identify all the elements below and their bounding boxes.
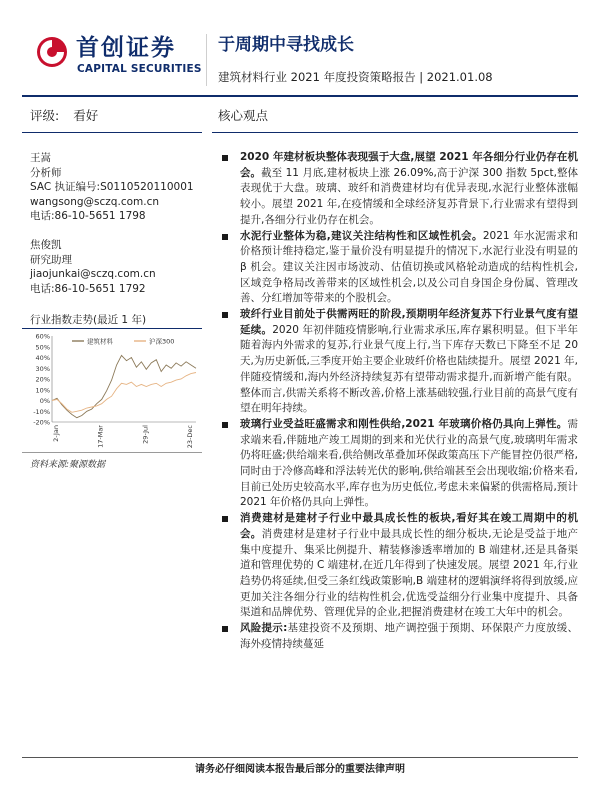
y-tick-label: 60% bbox=[35, 332, 50, 341]
key-point bbox=[218, 307, 578, 417]
analyst-role: 分析师 bbox=[30, 166, 62, 179]
key-point-body: 基建投资不及预期、地产调控强于预期、环保限产力度放缓、海外疫情持续蔓延 bbox=[240, 622, 579, 650]
y-tick-label: -20% bbox=[33, 418, 50, 427]
key-points-list bbox=[218, 150, 578, 653]
legend-label: 沪深300 bbox=[149, 337, 175, 346]
analyst-name: 焦俊凯 bbox=[30, 239, 62, 251]
key-point-lead: 水泥行业整体为稳,建议关注结构性和区域性机会。 bbox=[240, 229, 483, 242]
key-point-body: 2020 年初伴随疫情影响,行业需求承压,库存累积明显。但下半年随着海内外需求的复苏,行业景气度上行,当下库存天数已下降至不足 20 天,为历史新低,三季度开始主要企业玻纤价格也陆续提升。展望 2021 年,伴随疫情缓和,海内外经济持续复苏有望带动需求提升,而新增产能有限。整体而言,供需关系将不断改善,价格上涨基础较强,行业目前的高景气度有望在明年持续。 bbox=[240, 323, 579, 415]
y-tick-label: 10% bbox=[35, 386, 50, 395]
logo-chinese-name: 首创证券 bbox=[76, 35, 176, 61]
x-tick-label: 29-Jul bbox=[141, 425, 150, 444]
rating bbox=[30, 108, 98, 124]
key-point-body: 截至 11 月底,建材板块上涨 26.09%,高于沪深 300 指数 5pct,整体表现优于大盘。玻璃、玻纤和消费建材均有优异表现,水泥行业整体涨幅较小。展望 2021 年,在疫情缓和全球经济复苏背景下,行业需求有望得到提升,各细分行业仍存在机会。 bbox=[240, 166, 578, 226]
bullet-square-icon bbox=[222, 516, 228, 522]
section-title: 核心观点 bbox=[218, 108, 269, 123]
x-tick-label: 17-Mar bbox=[96, 425, 105, 448]
logo-english-name: CAPITAL SECURITIES bbox=[77, 63, 202, 75]
y-tick-label: 50% bbox=[35, 343, 50, 352]
series-line bbox=[52, 355, 196, 417]
header-vertical-divider bbox=[206, 34, 207, 86]
x-tick-label: 2-Jan bbox=[52, 425, 60, 442]
x-tick-label: 23-Dec bbox=[186, 425, 194, 448]
key-point bbox=[218, 511, 578, 621]
key-point bbox=[218, 417, 578, 511]
y-tick-label: -10% bbox=[33, 407, 50, 416]
y-tick-label: 30% bbox=[35, 364, 50, 373]
capital-securities-logo-icon bbox=[36, 36, 68, 68]
analyst-email: jiaojunkai@sczq.com.cn bbox=[30, 268, 156, 280]
key-point-lead: 玻璃行业受益旺盛需求和刚性供给,2021 年玻璃价格仍具向上弹性。 bbox=[240, 417, 568, 430]
analyst-email: wangsong@sczq.com.cn bbox=[30, 195, 160, 208]
chart-top-rule bbox=[22, 328, 202, 329]
legal-disclaimer-footer: 请务必仔细阅读本报告最后部分的重要法律声明 bbox=[195, 764, 405, 775]
analyst-block bbox=[30, 238, 156, 296]
industry-index-chart bbox=[26, 332, 202, 448]
y-tick-label: 20% bbox=[35, 375, 50, 384]
right-column-rule bbox=[212, 132, 578, 133]
chart-bottom-rule bbox=[22, 452, 202, 453]
legend-label: 建筑材料 bbox=[87, 337, 113, 346]
analyst-phone: 电话:86-10-5651 1792 bbox=[30, 282, 146, 295]
left-column-rule bbox=[22, 132, 202, 133]
analyst-block bbox=[30, 151, 194, 224]
key-point-body: 需求端来看,伴随地产竣工周期的到来和光伏行业的高景气度,玻璃明年需求仍将旺盛;供给端来看,供给侧改革叠加环保政策高压下产能冒控仍很严格,同时由于冷修高峰和浮法转光伏的影响,供给端甚至会出现收缩;价格来看,目前已处历史较高水平,库存也为历史低位,考虑未来偏紧的供需格局,预计 2021 年价格仍具向上弹性。 bbox=[240, 417, 578, 509]
chart-title: 行业指数走势(最近 1 年) bbox=[30, 314, 147, 326]
analyst-phone: 电话:86-10-5651 1798 bbox=[30, 210, 146, 222]
bullet-square-icon bbox=[222, 626, 228, 632]
key-point-lead: 2020 年建材板块整体表现强于大盘,展望 2021 年各细分行业仍存在机会。 bbox=[240, 151, 578, 179]
analyst-sac-number: SAC 执证编号:S0110520110001 bbox=[30, 181, 194, 193]
bullet-square-icon bbox=[222, 234, 228, 240]
report-subtitle: 建筑材料行业 2021 年度投资策略报告 | 2021.01.08 bbox=[218, 70, 493, 84]
key-point bbox=[218, 150, 578, 229]
report-title: 于周期中寻找成长 bbox=[218, 35, 354, 55]
series-line bbox=[52, 373, 196, 413]
key-point-body: 消费建材是建材子行业中最具成长性的细分板块,无论是受益于地产集中度提升、集采比例提升、精装修渗透率增加的 B 端建材,还是具备渠道和管理优势的 C 端建材,在近几年得到了快速发展。展望 2021 年,行业趋势仍将延续,但受三条红线政策影响,B 端建材的逻辑演绎将得到放缓,应更加关注各细分行业的结构性机会,优选受益细分行业集中度提升、具备渠道和品牌优势、管理优异的企业,把握消费建材在竣工大年中的机会。 bbox=[240, 527, 578, 619]
key-point-lead: 玻纤行业目前处于供需两旺的阶段,预期明年经济复苏下行业景气度有望延续。 bbox=[240, 308, 578, 336]
chart-source: 资料来源:聚源数据 bbox=[30, 460, 106, 470]
key-point bbox=[218, 621, 578, 652]
key-point bbox=[218, 229, 578, 308]
y-tick-label: 40% bbox=[35, 354, 50, 362]
analyst-role: 研究助理 bbox=[30, 253, 72, 266]
bullet-square-icon bbox=[222, 422, 228, 428]
key-point-lead: 风险提示: bbox=[240, 622, 288, 635]
rating-value: 看好 bbox=[73, 108, 99, 123]
key-point-lead: 消费建材是建材子行业中最具成长性的板块,看好其在竣工周期中的机会。 bbox=[240, 512, 578, 540]
analyst-name: 王嵩 bbox=[30, 152, 51, 164]
y-tick-label: 0% bbox=[39, 397, 50, 405]
bullet-square-icon bbox=[222, 312, 228, 318]
key-point-body: 2021 年水泥需求和价格预计维持稳定,鉴于量价没有明显提升的情况下,水泥行业没有明显的 β 机会。建议关注因市场波动、估值切换或风格轮动造成的结构性机会,区域竞争格局改善带来的区域性机会,以及公司自身国企身份属、管理改善、分红增加等带来的个股机会。 bbox=[240, 229, 578, 305]
rating-label: 评级: bbox=[30, 108, 60, 123]
footer-rule bbox=[22, 757, 578, 758]
header-rule bbox=[22, 95, 578, 97]
bullet-square-icon bbox=[222, 155, 228, 161]
